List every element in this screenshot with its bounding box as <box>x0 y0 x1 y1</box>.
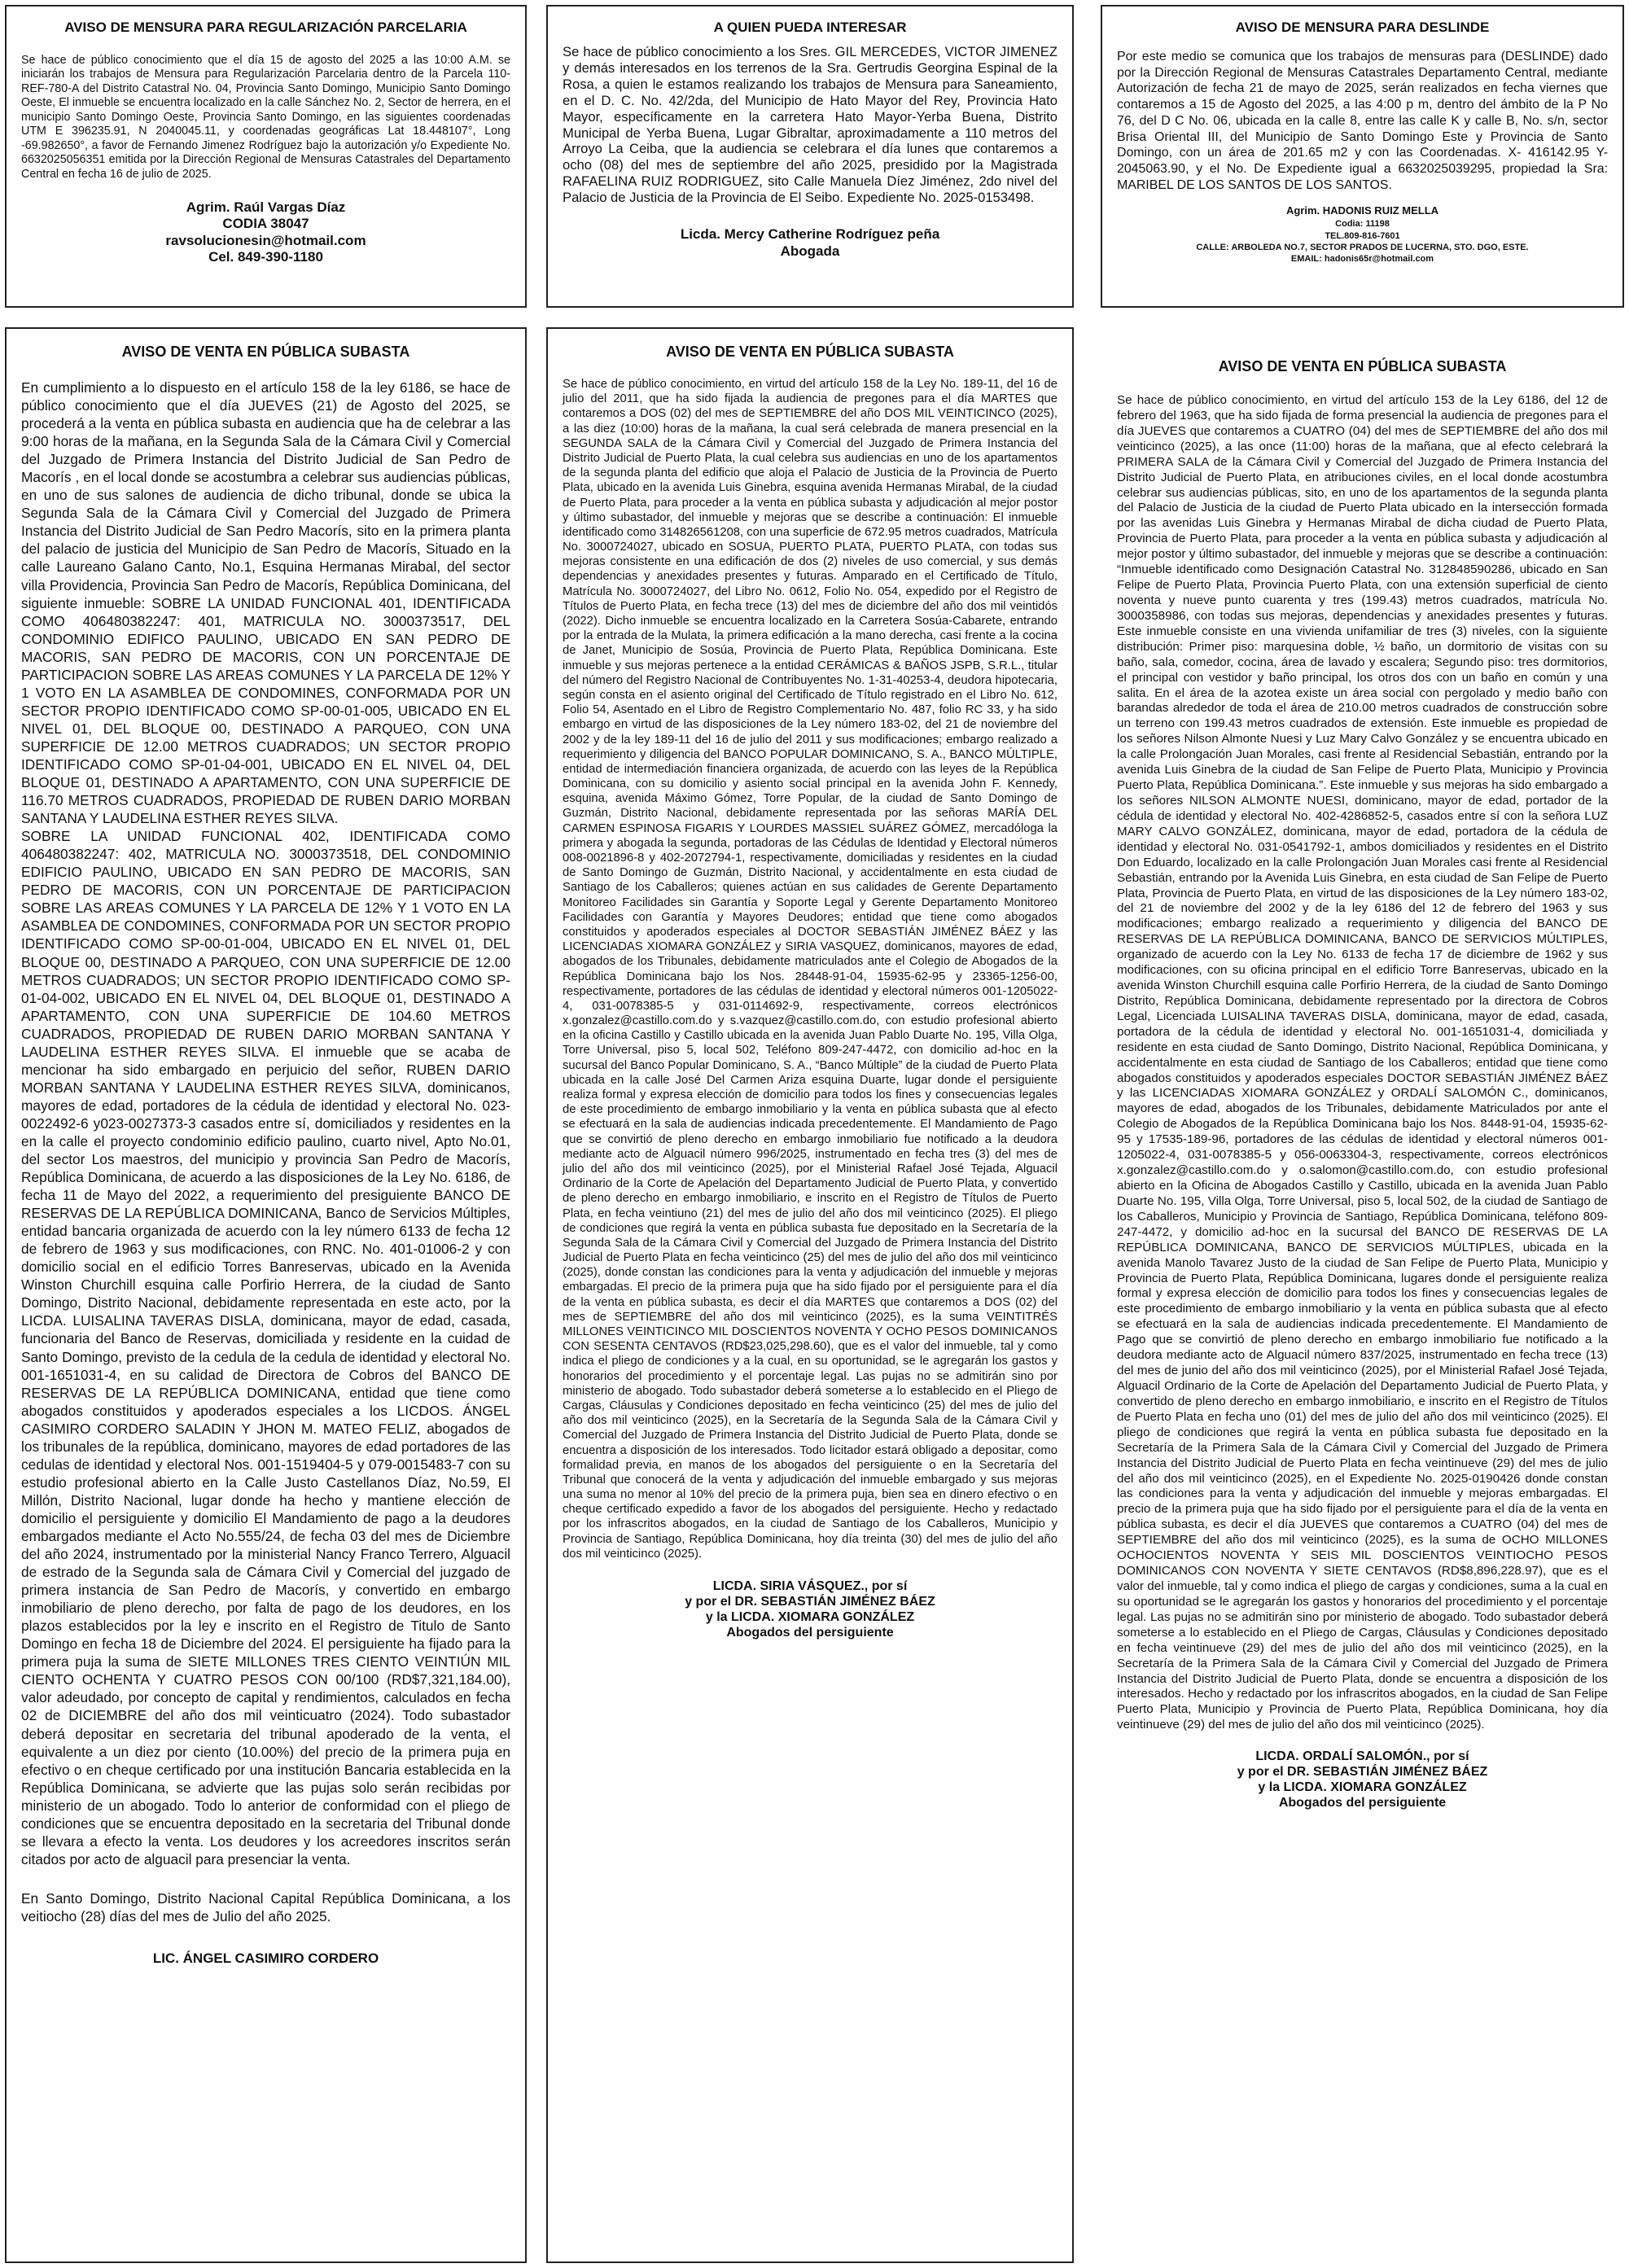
notice-body: Por este medio se comunica que los trabajos de mensuras para (DESLINDE) dado por la Dirección Regional de Mensuras Catastrales Departamento Central, mediante Autorización de fecha 21 de mayo de 2025, serán realizados en fecha viernes que contaremos a 15 de Agosto del 2025, a las 4:00 p m, dentro del ámbito de la P No 76, del D C No. 06, ubicada en la calle 8, entre las calle K y calle B, No. s/n, sector Brisa Oriental III, del Municipio de Santo Domingo Este y Provincia de Santo Domingo, con un área de 201.65 m2 y con las Coordenadas. X- 416142.95 Y- 2045063.90, y el No. De Expediente igual a 6632025039295, propiedad la Sra: MARIBEL DE LOS SANTOS DE LOS SANTOS. <box>1117 50 1608 192</box>
signature-name: Agrim. HADONIS RUIZ MELLA <box>1285 204 1439 217</box>
notice-title: A QUIEN PUEDA INTERESAR <box>713 20 907 35</box>
notice-body <box>21 379 510 1925</box>
signature-email: ravsolucionesin@hotmail.com <box>165 232 366 248</box>
notice-body: Se hace de público conocimiento, en virtud del artículo 158 de la Ley No. 189-11, del 16 de julio del 2011, que ha sido fijada la audiencia de pregones para el día MARTES que contaremos a DOS (02) del mes de SEPTIEMBRE del año DOS MIL VEINTICINCO (2025), a las diez (10:00) horas de la mañana, la cual será celebrada de manera presencial en la SEGUNDA SALA de la Cámara Civil y Comercial del Juzgado de Primera Instancia del Distrito Judicial de Puerto Plata, la cual celebra sus audiencias en uno de los apartamentos de la segunda planta del edificio que aloja el Palacio de Justicia de la Provincia de Puerto Plata, ubicado en la avenida Luis Ginebra, esquina avenida Hermanas Mirabal, de la ciudad de Puerto Plata, para proceder a la venta en pública subasta y adjudicación al mejor postor y último subastador, del inmueble y mejoras que se describe a continuación: El inmueble identificado como 314826561208, con una superficie de 672.95 metros cuadrados, Matrícula No. 3000724027, ubicado en SOSUA, PUERTO PLATA, PUERTO PLATA, con todas sus mejoras consistente en una edificación de dos (2) niveles de uso comercial, y sus demás dependencias y anexidades presentes y futuras. Amparado en el Certificado de Título, Matrícula No. 3000724027, del Libro No. 0612, Folio No. 054, expedido por el Registro de Títulos de Puerto Plata, en fecha trece (13) del mes de diciembre del año dos mil veintidós (2022). Dicho inmueble se encuentra localizado en la Carretera Sosúa-Cabarete, entrando por la entrada de la Mulata, la primera edificación a la mano derecha, casi frente a la cocina de Janet, Municipio de Sosúa, Provincia de Puerto Plata, República Dominicana. Este inmueble y sus mejoras pertenece a la entidad CERÁMICAS & BAÑOS JSPB, S.R.L., titular del número del Registro Nacional de Contribuyentes No. 1-31-40253-4, deudora hipotecaria, según consta en el asiento original del Certificado de Título registrado en el Libro No. 612, Folio 54, Asentado en el Libro de Registro Complementario No. 487, folio RC 33, y ha sido embargo en virtud de las disposiciones de la Ley número 183-02, del 21 de noviembre del 2002 y de la ley 189-11 del 16 de julio del 2011 y sus modificaciones; embargo realizado a requerimiento y diligencia del BANCO POPULAR DOMINICANO, S. A., BANCO MÚLTIPLE, entidad de intermediación financiera organizada, de acuerdo con las leyes de la República Dominicana, con su domicilio y asiento social principal en la avenida John F. Kennedy, esquina, avenida Máximo Gómez, Torre Popular, de la ciudad de Santo Domingo de Guzmán, Distrito Nacional, debidamente representada por las señoras MARÍA DEL CARMEN ESPINOSA FIGARIS Y LOURDES MASSIEL SUÁREZ GÓMEZ, mercadóloga la primera y abogada la segunda, portadoras de las Cédulas de Identidad y Electoral números 008-0021896-8 y 402-2072794-1, respectivamente, domiciliadas y residentes en la ciudad de Santo Domingo de Guzmán, Distrito Nacional, y accidentalmente en esta ciudad de Santiago de los Caballeros; quienes actúan en sus calidades de Gerente Departamento Monitoreo Facilidades sin Garantía y Soporte Legal y Gerente Departamento Monitoreo Facilidades con Garantía y Mayores Deudores; entidad que tiene como abogados constituidos y apoderados especiales al DOCTOR SEBASTIÁN JIMÉNEZ BÁEZ y las LICENCIADAS XIOMARA GONZÁLEZ y SIRIA VASQUEZ, dominicanos, mayores de edad, abogados de los Tribunales, debidamente matriculados ante el Colegio de Abogados de la República Dominicana bajo los Nos. 28448-91-04, 15935-62-95 y 23365-1256-00, respectivamente, portadores de las cédulas de identidad y electoral números 001-1205022-4, 031-0078385-5 y 031-0114692-9, respectivamente, correos electrónicos x.gonzalez@castillo.com.do y s.vazquez@castillo.com.do, con estudio profesional abierto en la oficina Castillo y Castillo ubicada en la avenida Juan Pablo Duarte No. 195, Villa Olga, Torre Universal, piso 5, local 502, Teléfono 809-247-4472, con domicilio ad-hoc en la sucursal del Banco Popular Dominicano, S. A., “Banco Múltiple” de la ciudad de Puerto Plata ubicada en la calle José Del Carmen Ariza esquina Duarte, lugar donde el persiguiente realiza formal y expresa elección de domicilio para todos los fines y consecuencias legales de este procedimiento de embargo inmobiliario y la venta en pública subasta que al efecto se efectuará en la sala de audiencias indicada precedentemente. El Mandamiento de Pago que se convirtió de pleno derecho en embargo inmobiliario fue notificado a la deudora mediante acto de Alguacil número 996/2025, instrumentado en fecha tres (3) del mes de julio del año dos mil veinticinco (2025), por el Ministerial Rafael José Tejada, Alguacil Ordinario de la Corte de Apelación del Departamento Judicial de Puerto Plata, y convertido de pleno derecho en embargo inmobiliario, e inscrito en el Registro de Títulos de Puerto Plata, en fecha veintiuno (21) del mes de julio del año dos mil veinticinco (2025). El pliego de condiciones que regirá la venta en pública subasta fue depositado en la Secretaría de la Segunda Sala de la Cámara Civil y Comercial del Juzgado de Primera Instancia del Distrito Judicial de Puerto Plata en fecha veinticinco (25) del mes de julio del año dos mil veinticinco (2025), donde constan las condiciones para la venta y adjudicación del inmueble y mejoras embargadas. El precio de la primera puja que ha sido fijado por el persiguiente para el día de la venta en pública subasta, es decir el día MARTES que contaremos a DOS (02) del mes de SEPTIEMBRE del año dos mil veinticinco (2025), es la suma VEINTITRÉS MILLONES VEINTICINCO MIL DOSCIENTOS NOVENTA Y OCHO PESOS DOMINICANOS CON SESENTA CENTAVOS (RD$23,025,298.60), que es el valor del inmueble, tal y como indica el pliego de condiciones y a la cual, en su oportunidad, se le agregarán los gastos y honorarios del procedimiento y el porcentaje legal. Las pujas no se admitirán sino por ministerio de abogado. Todo subastador deberá someterse a lo establecido en el Pliego de Cargas, Cláusulas y Condiciones depositado en fecha veinticinco (25) del mes de julio del año dos mil veinticinco (2025), en la Secretaría de la Segunda Sala de la Cámara Civil y Comercial del Juzgado de Primera Instancia del Distrito Judicial de Puerto Plata, donde se encuentra a disposición de los interesados. Todo licitador estará obligado a depositar, como formalidad previa, en manos de los abogados del persiguiente o en la Secretaría del Tribunal que conocerá de la venta y adjudicación del inmueble embargado y sus mejoras una suma no menor al 10% del precio de la primera puja, bien sea en dinero efectivo o en cheque certificado expedido a favor de los abogados del persiguiente. Hecho y redactado por los infrascritos abogados, en la ciudad de Santiago de los Caballeros, Municipio y Provincia de Santiago, República Dominicana, hoy día treinta (30) del mes de julio del año dos mil veinticinco (2025). <box>563 378 1058 1561</box>
notice-signature <box>1117 1749 1608 1811</box>
signature-line: y la LICDA. XIOMARA GONZÁLEZ <box>705 1609 915 1624</box>
notice-mensura-deslinde <box>1101 5 1624 308</box>
notice-mensura-regularizacion <box>5 5 527 308</box>
signature-name: Licda. Mercy Catherine Rodríguez peña <box>680 226 940 243</box>
signature-email: EMAIL: hadonis65r@hotmail.com <box>1290 254 1434 265</box>
signature-line: Abogados del persiguiente <box>1278 1795 1447 1810</box>
signature-name: Agrim. Raúl Vargas Díaz <box>186 199 346 215</box>
notice-paragraph: En Santo Domingo, Distrito Nacional Capital República Dominicana, a los veitiocho (28) días del mes de Julio del año 2025. <box>21 1889 510 1924</box>
notice-venta-san-pedro <box>5 327 527 2263</box>
signature-line: LICDA. ORDALÍ SALOMÓN., por sí <box>1255 1749 1469 1764</box>
notice-signature <box>563 225 1058 261</box>
signature-line: LICDA. SIRIA VÁSQUEZ., por sí <box>712 1579 908 1593</box>
signature-phone: TEL.809-816-7601 <box>1325 230 1400 241</box>
notice-body: Se hace de público conocimiento, en virtud del artículo 153 de la Ley 6186, del 12 de febrero del 1963, que ha sido fijada de forma presencial la audiencia de pregones para el día JUEVES que contaremos a CUATRO (04) del mes de SEPTIEMBRE del año dos mil veinticinco (2025), a las once (11:00) horas de la mañana, que al efecto celebrará la PRIMERA SALA de la Cámara Civil y Comercial del Juzgado de Primera Instancia del Distrito Judicial de Puerto Plata, en atribuciones civiles, en el local donde acostumbra celebrar sus audiencias públicas, sito, en uno de los apartamentos de la segunda planta del Palacio de Justicia de la ciudad de Puerto Plata ubicado en la intersección formada por las avenidas Luis Ginebra y Hermanas Mirabal de dicha ciudad de Puerto Plata, Provincia de Puerto Plata, para proceder a la venta en pública subasta y adjudicación al mejor postor y último subastador, del inmueble y mejoras que se describe a continuación: “Inmueble identificado como Designación Catastral No. 312848590286, ubicado en San Felipe de Puerto Plata, Provincia Puerto Plata, con una extensión superficial de ciento noventa y nueve punto cuarenta y tres (199.43) metros cuadrados, matrícula No. 3000358986, con todas sus mejoras, dependencias y anexidades presentes y futuras. Este inmueble consiste en una vivienda unifamiliar de tres (3) niveles, con la siguiente distribución: Primer piso: marquesina doble, ½ baño, un dormitorio de visitas con su baño, sala, comedor, cocina, área de lavado y escalera; Segundo piso: tres dormitorios, el principal con vestidor y baño principal, los otros dos con un baño en común y una salita. En el área de la azotea existe un área social con pergolado y medio baño con barandas alrededor de toda el área de 210.00 metros cuadrados de construcción sobre un terreno con 199.43 metros cuadrados de extensión. Este inmueble es propiedad de los señores Nilson Almonte Nuesi y Luz Mary Calvo González y se encuentra ubicado en la calle Prolongación Juan Morales, casi frente al Residencial Sebastián, entrando por la avenida Luis Ginebra de la ciudad de San Felipe de Puerto Plata, Municipio y Provincia Puerto Plata, República Dominicana.”. Este inmueble y sus mejoras ha sido embargado a los señores NILSON ALMONTE NUESI, dominicano, mayor de edad, portador de la cédula de identidad y electoral No. 402-4286852-5, casados entre sí con la señora LUZ MARY CALVO GONZÁLEZ, dominicana, mayor de edad, portadora de la cédula de identidad y electoral No. 031-0541792-1, ambos domiciliados y residentes en el Distrito Don Eduardo, localizado en la calle Prolongación Juan Morales casi frente al Residencial Sebastián, entrando por la Avenida Luis Ginebra, en esta ciudad de San Felipe de Puerto Plata, Provincia de Puerto Plata, en virtud de las disposiciones de la Ley número 183-02, del 21 de noviembre del 2002 y de la ley 6186 del 12 de febrero del 1963 y sus modificaciones; embargo realizado a requerimiento y diligencia del BANCO DE RESERVAS DE LA REPÚBLICA DOMINICANA, BANCO DE SERVICIOS MÚLTIPLES, organizado de acuerdo con la Ley No. 6133 de fecha 17 de diciembre de 1962 y sus modificaciones, con su oficina principal en el edificio Torre Banreservas, ubicado en la avenida Winston Churchill esquina calle Porfirio Herrera, de la ciudad de Santo Domingo Distrito, República Dominicana, debidamente representado por la directora de Cobros Legal, Licenciada LUISALINA TAVERAS DISLA, dominicana, mayor de edad, casada, portadora de la cédula de identidad y electoral No. 001-1651031-4, domiciliada y residente en esta ciudad de Santo Domingo, Distrito Nacional, República Dominicana, y accidentalmente en esta ciudad de Santiago de los Caballeros; entidad que tiene como abogados constituidos y apoderados especiales DOCTOR SEBASTIÁN JIMÉNEZ BÁEZ y las LICENCIADAS XIOMARA GONZÁLEZ y ORDALÍ SALOMÓN C., dominicanos, mayores de edad, abogados de los Tribunales, debidamente Matriculados por ante el Colegio de Abogados de la República Dominicana bajo los Nos. 8448-91-04, 15935-62-95 y 17535-189-96, portadores de las cédulas de identidad y electoral números 001-1205022-4, 031-0078385-5 y 056-0063304-3, respectivamente, correos electrónicos x.gonzalez@castillo.com.do y o.salomon@castillo.com.do, con estudio profesional abierto en la Oficina de Abogados Castillo y Castillo, ubicada en la avenida Juan Pablo Duarte No. 195, Villa Olga, Torre Universal, piso 5, local 502, de la ciudad de Santiago de los Caballeros, Municipio y Provincia de Santiago, República Dominicana, teléfono 809-247-4472, y domicilio ad-hoc en la sucursal del BANCO DE RESERVAS DE LA REPÚBLICA DOMINICANA, BANCO DE SERVICIOS MÚLTIPLES, ubicada en la avenida Manolo Tavarez Justo de la ciudad de San Felipe de Puerto Plata, Municipio y Provincia de Puerto Plata, República Dominicana, lugares donde el persiguiente realiza formal y expresa elección de domicilio para todos los fines y consecuencias legales de este procedimiento de embargo inmobiliario y la venta en pública subasta que al efecto se efectuará en la sala de audiencias indicada precedentemente. El Mandamiento de Pago que se convirtió de pleno derecho en embargo inmobiliario fue notificado a la deudora mediante acto de Alguacil número 837/2025, instrumentado en fecha trece (13) del mes de junio del año dos mil veinticinco (2025), por el Ministerial Rafael José Tejada, Alguacil Ordinario de la Corte de Apelación del Departamento Judicial de Puerto Plata, y convertido de pleno derecho en embargo inmobiliario, e inscrito en el Registro de Títulos de Puerto Plata en fecha uno (01) del mes de julio del año dos mil veinticinco (2025). El pliego de condiciones que regirá la venta en pública subasta fue depositado en la Secretaría de la Primera Sala de la Cámara Civil y Comercial del Juzgado de Primera Instancia del Distrito Judicial de Puerto Plata en fecha veintinueve (29) del mes de julio del año dos mil veinticinco (2025), en el Expediente No. 2025-0190426 donde constan las condiciones para la venta y adjudicación del inmueble y mejoras embargadas. El precio de la primera puja que ha sido fijado por el persiguiente para el día de la venta en pública subasta, es decir el día JUEVES que contaremos a CUATRO (04) del mes de SEPTIEMBRE del año dos mil veinticinco (2025), es la suma de OCHO MILLONES OCHOCIENTOS NOVENTA Y SEIS MIL DOSCIENTOS VEINTIOCHO PESOS DOMINICANOS CON NOVENTA Y SIETE CENTAVOS (RD$8,896,228.97), que es el valor del inmueble, tal y como indica el pliego de cargas y condiciones, suma a la cual en su oportunidad se le agregarán los gastos y honorarios del procedimiento y el porcentaje legal. Las pujas no se admitirán sino por ministerio de abogado. Todo subastador deberá someterse a lo establecido en el Pliego de Cargas, Cláusulas y Condiciones depositado en fecha veintinueve (29) del mes de julio del año dos mil veinticinco (2025), en la Secretaría de la Primera Sala de la Cámara Civil y Comercial del Juzgado de Primera Instancia del Distrito Judicial de Puerto Plata, donde se encuentra a disposición de los interesados. Hecho y redactado por los infrascritos abogados, en la ciudad de San Felipe Puerto Plata, Municipio y Provincia de Puerto Plata, República Dominicana, hoy día veintinueve (29) del mes de julio del año dos mil veinticinco (2025). <box>1117 393 1608 1732</box>
notice-venta-puerto-plata-reservas <box>1101 327 1624 2263</box>
signature-codia: Codia: 11198 <box>1335 219 1390 230</box>
notice-title: AVISO DE MENSURA PARA REGULARIZACIÓN PARCELARIA <box>64 20 467 35</box>
notice-body: Se hace de público conocimiento que el día 15 de agosto del 2025 a las 10:00 A.M. se iniciarán los trabajos de Mensura para Regularización Parcelaria dentro de la Parcela 110-REF-780-A del Distrito Catastral No. 04, Provincia Santo Domingo, Municipio Santo Domingo Oeste, El inmueble se encuentra localizado en la calle Sánchez No. 2, Sector de herrera, en el municipio Santo Domingo Oeste, Provincia Santo Domingo, en las siguientes coordenadas UTM E 396235.91, N 2040045.11, y coordenadas geográficas Lat 18.448107°, Long -69.982650°, a favor de Fernando Jimenez Rodríguez bajo la autorización y/o Expediente No. 6632025056351 emitida por la Dirección Regional de Mensuras Catastrales del Departamento Central en fecha 16 de julio de 2025. <box>21 54 510 181</box>
signature-line: Abogados del persiguiente <box>726 1625 894 1640</box>
notice-title: AVISO DE VENTA EN PÚBLICA SUBASTA <box>121 344 410 360</box>
signature-title: Abogada <box>780 243 840 260</box>
notice-signature <box>1117 204 1608 265</box>
notice-signature <box>21 199 510 266</box>
notice-a-quien-pueda-interesar <box>546 5 1074 308</box>
signature-line: y la LICDA. XIOMARA GONZÁLEZ <box>1258 1780 1467 1794</box>
signature-name: LIC. ÁNGEL CASIMIRO CORDERO <box>152 1950 379 1966</box>
signature-phone: Cel. 849-390-1180 <box>208 249 323 265</box>
notice-title: AVISO DE VENTA EN PÚBLICA SUBASTA <box>666 344 954 360</box>
signature-line: y por el DR. SEBASTIÁN JIMÉNEZ BÁEZ <box>685 1594 935 1609</box>
signature-address: CALLE: ARBOLEDA NO.7, SECTOR PRADOS DE LUCERNA, STO. DGO, ESTE. <box>1196 242 1529 252</box>
notice-title: AVISO DE MENSURA PARA DESLINDE <box>1235 20 1490 35</box>
notice-paragraph: En cumplimiento a lo dispuesto en el artículo 158 de la ley 6186, se hace de público conocimiento que el día JUEVES (21) de Agosto del 2025, se procederá a la venta en pública subasta en audiencia que ha de celebrar a las 9:00 horas de la mañana, en la Segunda Sala de la Cámara Civil y Comercial del Juzgado de Primera Instancia del Distrito Judicial de San Pedro de Macorís , en el local donde se acostumbra a celebrar sus audiencias públicas, en uno de sus salones de audiencia de dicho tribunal, donde se ubica la Segunda Sala de la Cámara Civil y Comercial del Juzgado de Primera Instancia del Distrito Judicial de San Pedro Macorís, sito en la primera planta del palacio de justicia del Municipio de San Pedro de Macorís, Situado en la calle Laureano Galano Canto, No.1, Esquina Hermanas Mirabal, del sector villa Providencia, Provincia San Pedro de Macorís, República Dominicana, del siguiente inmueble: SOBRE LA UNIDAD FUNCIONAL 401, IDENTIFICADA COMO 406480382247: 401, MATRICULA NO. 3000373517, DEL CONDOMINIO EDIFICO PAULINO, UBICADO EN SAN PEDRO DE MACORIS, SAN PEDRO DE MACORIS, CON UN PORCENTAJE DE PARTICIPACION SOBRE LAS AREAS COMUNES Y LA PARCELA DE 12% Y 1 VOTO EN LA ASAMBLEA DE CONDOMINES, CONFORMADA POR UN SECTOR PROPIO IDENTIFICADO COMO SP-00-01-005, UBICADO EN EL NIVEL 01, DEL BLOQUE 00, DESTINADO A PARQUEO, CON UNA SUPERFICIE DE 12.00 METROS CUADRADOS; UN SECTOR PROPIO IDENTIFICADO COMO SP-01-04-001, UBICADO EN EL NIVEL 04, DEL BLOQUE 01, DESTINADO A APARTAMENTO, CON UNA SUPERFICIE DE 116.70 METROS CUADRADOS, PROPIEDAD DE RUBEN DARIO MORBAN SANTANA Y LAUDELINA ESTHER REYES SILVA. <box>21 379 510 827</box>
notice-signature <box>563 1579 1058 1641</box>
notice-signature <box>21 1950 510 1967</box>
notice-paragraph: SOBRE LA UNIDAD FUNCIONAL 402, IDENTIFICADA COMO 406480382247: 402, MATRICULA NO. 3000373518, DEL CONDOMINIO EDIFICIO PAULINO, UBICADO EN SAN PEDRO DE MACORIS, SAN PEDRO DE MACORIS, CON UN PORCENTAJE DE PARTICIPACION SOBRE LAS AREAS COMUNES Y LA PARCELA DE 12% Y 1 VOTO EN LA ASAMBLEA DE CONDOMINES, CONFORMADA POR UN SECTOR PROPIO IDENTIFICADO COMO SP-00-01-004, UBICADO EN EL NIVEL 01, DEL BLOQUE 00, DESTINADO A PARQUEO, CON UNA SUPERFICIE DE 12.00 METROS CUADRADOS; UN SECTOR PROPIO IDENTIFICADO COMO SP-01-04-002, UBICADO EN EL NIVEL 04, DEL BLOQUE 01, DESTINADO A APARTAMENTO, CON UNA SUPERFICIE DE 104.60 METROS CUADRADOS, PROPIEDAD DE RUBEN DARIO MORBAN SANTANA Y LAUDELINA ESTHER REYES SILVA. El inmueble que se acaba de mencionar ha sido embargado en perjuicio del señor, RUBEN DARIO MORBAN SANTANA Y LAUDELINA ESTHER REYES SILVA, dominicanos, mayores de edad, portadores de la cédula de identidad y electoral No. 023-0022492-6 y023-0027373-3 casados entre sí, domiciliados y residentes en la en la calle el proyecto condominio edificio paulino, cuarto nivel, Apto No.01, del sector Los maestros, del municipio y provincia San Pedro de Macorís, República Dominicana, de acuerdo a las disposiciones de la Ley No. 6186, de fecha 11 de Mayo del 2022, a requerimiento del presiguiente BANCO DE RESERVAS DE LA REPÚBLICA DOMINICANA, Banco de Servicios Múltiples, entidad bancaria organizada de acuerdo con la ley número 6133 de fecha 12 de febrero de 1963 y sus modificaciones, con RNC. No. 401-01006-2 y con domicilio social en el edificio Torres Banreservas, ubicado en la Avenida Winston Churchill esquina calle Porfirio Herrera, de la ciudad de Santo Domingo, Distrito Nacional, debidamente representada en este acto, por la LICDA. LUISALINA TAVERAS DISLA, dominicana, mayor de edad, casada, funcionaria del Banco de Reservas, domiciliada y residente en la cuidad de Santo Domingo, previsto de la cedula de la cedula de identidad y electoral No. 001-1651031-4, en su calidad de Directora de Cobros del BANCO DE RESERVAS DE LA REPÚBLICA DOMINICANA, entidad que tiene como abogados constituidos y apoderados especiales a los LICDOS. ÁNGEL CASIMIRO CORDERO SALADIN Y JHON M. MATEO FELIZ, abogados de los tribunales de la república, dominicano, mayores de edad portadores de las cedulas de identidad y electoral Nos. 001-1519404-5 y 079-0015483-7 con su estudio profesional abierto en la Calle Justo Castellanos Díaz, No.59, El Millón, Distrito Nacional, lugar donde ha hecho y mantiene elección de domicilio el persiguiente y domicilio El Mandamiento de pago a la deudores embargados mediante el Acto No.555/24, de fecha 03 del mes de Diciembre del año 2024, instrumentado por la ministerial Nancy Franco Terrero, Alguacil de estrado de la Segunda sala de Cámara Civil y Comercial del juzgado de primera instancia de San Pedro de Macorís, y convertido en embargo inmobiliario de pleno derecho, por falta de pago de los deudores, en los plazos establecidos por la ley e inscrito en el Registro de Titulo de Santo Domingo en fecha 18 de Diciembre del 2024. El persiguiente ha fijado para la primera puja la suma de SIETE MILLONES TRES CIENTO VEINTIÚN MIL CIENTO OCHENTA Y CUATRO PESOS CON 00/100 (RD$7,321,184.00), valor adeudado, por concepto de capital y rendimientos, calculados en fecha 02 de DICIEMBRE del año dos mil veinticuatro (2024). Todo subastador deberá depositar en secretaria del tribunal apoderado de la venta, el equivalente a un diez por ciento (10.00%) del precio de la primera puja en efectivo o en cheque certificado por una institución Bancaria establecida en la República Dominicana, se advierte que las pujas solo serán recibidas por ministerio de un abogado. Todo lo anterior de conformidad con el pliego de condiciones que se encuentra depositado en la secretaria del Tribunal donde se llevara a efecto la venta. Los deudores y los acreedores inscritos serán citados por acto de alguacil para presenciar la venta. <box>21 828 510 1867</box>
notice-body: Se hace de público conocimiento a los Sres. GIL MERCEDES, VICTOR JIMENEZ y demás interesados en los terrenos de la Sra. Gertrudis Georgina Espinal de la Rosa, a quien le estamos realizando los trabajos de Mensura para Saneamiento, en el D. C. No. 42/2da, del Municipio de Hato Mayor del Rey, Provincia Hato Mayor, específicamente en la carretera Hato Mayor-Yerba Buena, Distrito Municipal de Yerba Buena, Lugar Gibraltar, aproximadamente a 110 metros del Arroyo La Ceiba, que la audiencia se celebrara el día lunes que contaremos a ocho (08) del mes de septiembre del año 2025, presidido por la Magistrada RAFAELINA RUIZ RODRIGUEZ, sito Calle Manuela Díez Jiménez, 2do nivel del Palacio de Justicia de la Provincia de El Seibo. Expediente No. 2025-0153498. <box>563 44 1058 206</box>
signature-codia: CODIA 38047 <box>222 216 309 232</box>
notice-venta-puerto-plata-popular <box>546 327 1074 2263</box>
signature-line: y por el DR. SEBASTIÁN JIMÉNEZ BÁEZ <box>1237 1765 1488 1780</box>
notice-title: AVISO DE VENTA EN PÚBLICA SUBASTA <box>1218 358 1507 374</box>
